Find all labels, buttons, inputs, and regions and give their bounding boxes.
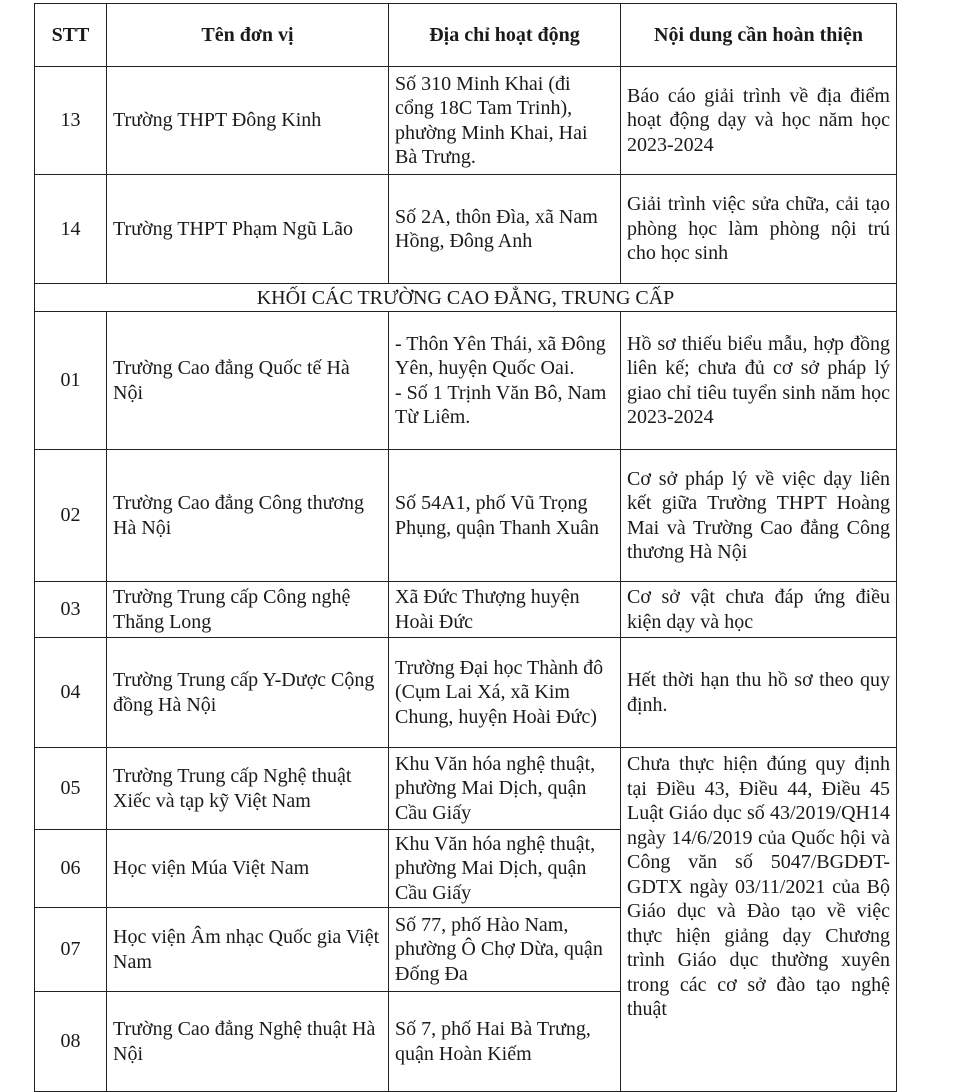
row-unit-name: Trường Trung cấp Nghệ thuật Xiếc và tạp kỹ Việt Nam [107,748,389,830]
row-stt: 02 [35,450,107,582]
row-unit-name: Trường THPT Đông Kinh [107,67,389,175]
header-content: Nội dung cần hoàn thiện [621,4,897,67]
table-header-row [35,4,897,67]
row-address: Số 2A, thôn Đìa, xã Nam Hồng, Đông Anh [389,175,621,284]
row-address [389,312,621,450]
row-unit-name: Học viện Múa Việt Nam [107,830,389,908]
row-unit-name: Trường Trung cấp Công nghệ Thăng Long [107,582,389,638]
row-unit-name: Học viện Âm nhạc Quốc gia Việt Nam [107,908,389,992]
row-address: Số 54A1, phố Vũ Trọng Phụng, quận Thanh Xuân [389,450,621,582]
row-content: Hồ sơ thiếu biểu mẫu, hợp đồng liên kế; chưa đủ cơ sở pháp lý giao chỉ tiêu tuyển sinh năm học 2023-2024 [621,312,897,450]
row-address: Khu Văn hóa nghệ thuật, phường Mai Dịch, quận Cầu Giấy [389,748,621,830]
row-unit-name: Trường Trung cấp Y-Dược Cộng đồng Hà Nội [107,638,389,748]
row-stt: 08 [35,992,107,1092]
address-line: - Số 1 Trịnh Văn Bô, Nam Từ Liêm. [395,381,607,428]
row-unit-name: Trường THPT Phạm Ngũ Lão [107,175,389,284]
address-line: - Thôn Yên Thái, xã Đông Yên, huyện Quốc Oai. [395,332,606,379]
row-stt: 07 [35,908,107,992]
table-row [35,312,897,450]
merged-content: Chưa thực hiện đúng quy định tại Điều 43, Điều 44, Điều 45 Luật Giáo dục số 43/2019/QH14 ngày 14/6/2019 của Quốc hội và Công văn số 5047/BGDĐT-GDTX ngày 03/11/2021 của Bộ Giáo dục và Đào tạo về việc thực hiện giảng dạy Chương trình Giáo dục thường xuyên trong các cơ sở đào tạo nghệ thuật [621,748,897,1092]
units-table [34,3,897,1092]
table-row [35,638,897,748]
table-row [35,582,897,638]
row-unit-name: Trường Cao đẳng Quốc tế Hà Nội [107,312,389,450]
row-stt: 05 [35,748,107,830]
row-content: Cơ sở pháp lý về việc dạy liên kết giữa Trường THPT Hoàng Mai và Trường Cao đẳng Công thương Hà Nội [621,450,897,582]
header-stt: STT [35,4,107,67]
row-address: Khu Văn hóa nghệ thuật, phường Mai Dịch, quận Cầu Giấy [389,830,621,908]
section-row [35,284,897,312]
header-unit-name: Tên đơn vị [107,4,389,67]
row-stt: 06 [35,830,107,908]
row-content: Giải trình việc sửa chữa, cải tạo phòng học làm phòng nội trú cho học sinh [621,175,897,284]
row-address: Số 77, phố Hào Nam, phường Ô Chợ Dừa, quận Đống Đa [389,908,621,992]
header-address: Địa chỉ hoạt động [389,4,621,67]
row-address: Số 7, phố Hai Bà Trưng, quận Hoàn Kiếm [389,992,621,1092]
row-stt: 03 [35,582,107,638]
row-stt: 14 [35,175,107,284]
row-stt: 01 [35,312,107,450]
table-row [35,748,897,830]
row-content: Cơ sở vật chưa đáp ứng điều kiện dạy và học [621,582,897,638]
row-unit-name: Trường Cao đẳng Công thương Hà Nội [107,450,389,582]
row-stt: 04 [35,638,107,748]
table-row [35,67,897,175]
table-row [35,175,897,284]
row-content: Hết thời hạn thu hồ sơ theo quy định. [621,638,897,748]
row-address: Xã Đức Thượng huyện Hoài Đức [389,582,621,638]
row-address: Trường Đại học Thành đô (Cụm Lai Xá, xã Kim Chung, huyện Hoài Đức) [389,638,621,748]
row-content: Báo cáo giải trình về địa điểm hoạt động dạy và học năm học 2023-2024 [621,67,897,175]
section-title: KHỐI CÁC TRƯỜNG CAO ĐẲNG, TRUNG CẤP [35,284,897,312]
row-address: Số 310 Minh Khai (đi cổng 18C Tam Trinh), phường Minh Khai, Hai Bà Trưng. [389,67,621,175]
row-unit-name: Trường Cao đẳng Nghệ thuật Hà Nội [107,992,389,1092]
table-row [35,450,897,582]
row-stt: 13 [35,67,107,175]
